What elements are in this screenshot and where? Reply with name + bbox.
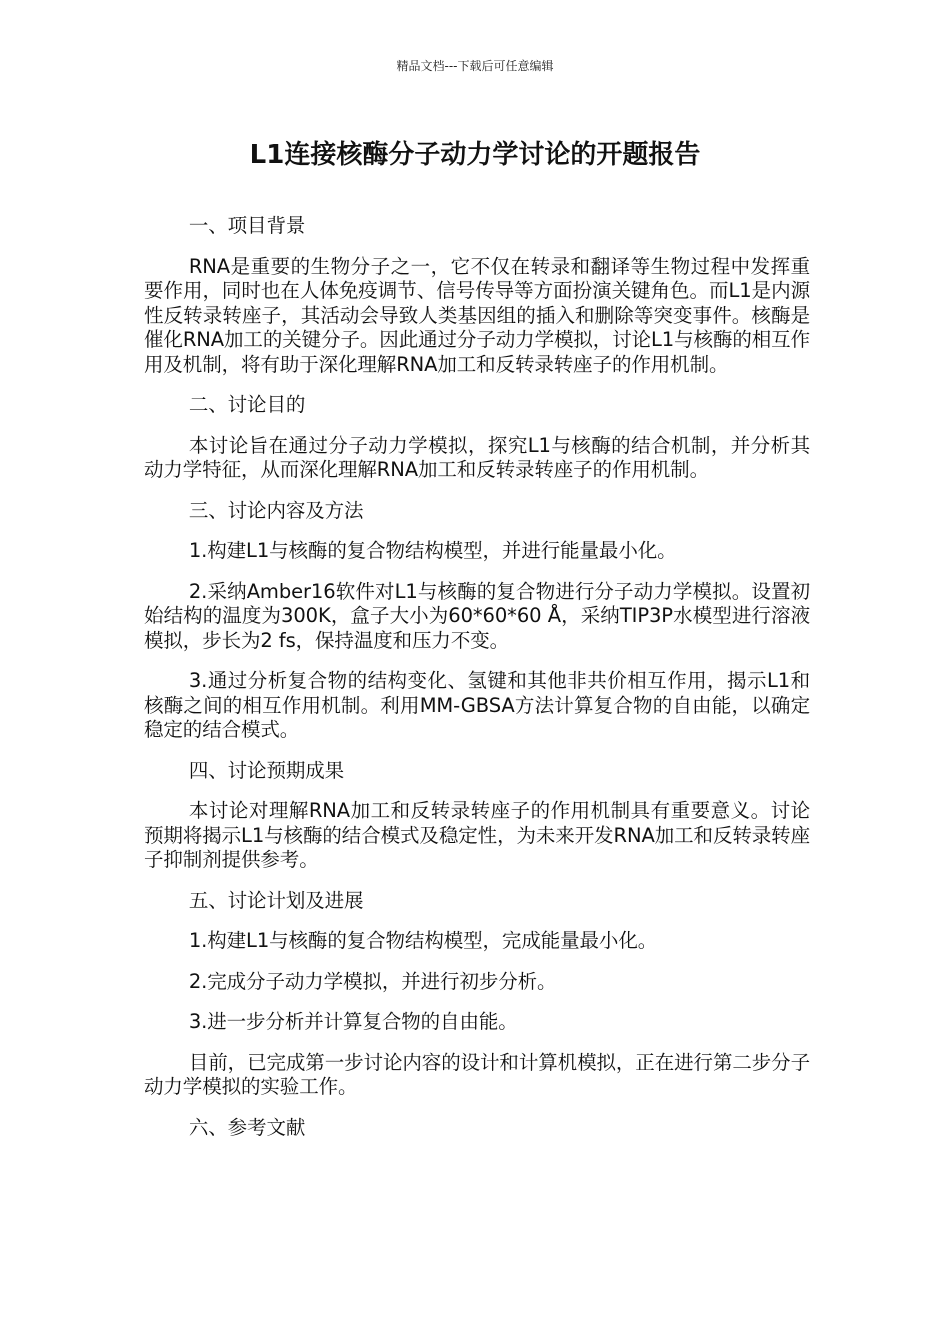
page-header-note: 精品文档---下载后可任意编辑 — [396, 59, 554, 73]
section-heading-methods: 三、讨论内容及方法 — [188, 498, 364, 522]
plan-item-1: 1.构建L1与核酶的复合物结构模型，完成能量最小化。 — [188, 929, 658, 952]
paragraph-background: RNA是重要的生物分子之一，它不仅在转录和翻译等生物过程中发挥重要作用，同时也在人体免疫调节、信号传导等方面扮演关键角色。而L1是内源性反转录转座子，其活动会导致人类基因组的插入和删除等突变事件。核酶是催化RNA加工的关键分子。因此通过分子动力学模拟，讨论L1与核酶的相互作用及机制，将有助于深化理解RNA加工和反转录转座子的作用机制。 — [144, 254, 810, 376]
section-heading-background: 一、项目背景 — [188, 214, 306, 237]
paragraph-progress: 目前，已完成第一步讨论内容的设计和计算机模拟，正在进行第二步分子动力学模拟的实验工作。 — [144, 1050, 810, 1098]
plan-item-3: 3.进一步分析并计算复合物的自由能。 — [188, 1010, 518, 1033]
section-heading-purpose: 二、讨论目的 — [188, 393, 306, 416]
paragraph-purpose: 本讨论旨在通过分子动力学模拟，探究L1与核酶的结合机制，并分析其动力学特征，从而深化理解RNA加工和反转录转座子的作用机制。 — [144, 433, 810, 481]
section-heading-plan: 五、讨论计划及进展 — [188, 888, 364, 912]
methods-item-2: 2.采纳Amber16软件对L1与核酶的复合物进行分子动力学模拟。设置初始结构的温度为300K，盒子大小为60*60*60 Å，采纳TIP3P水模型进行溶液模拟，步长为2 fs，保持温度和压力不变。 — [144, 579, 810, 652]
paragraph-expected-results: 本讨论对理解RNA加工和反转录转座子的作用机制具有重要意义。讨论预期将揭示L1与核酶的结合模式及稳定性，为未来开发RNA加工和反转录转座子抑制剂提供参考。 — [144, 799, 810, 871]
plan-item-2: 2.完成分子动力学模拟，并进行初步分析。 — [188, 969, 557, 993]
methods-item-1: 1.构建L1与核酶的复合物结构模型，并进行能量最小化。 — [188, 539, 677, 562]
section-heading-expected-results: 四、讨论预期成果 — [188, 758, 345, 782]
section-heading-references: 六、参考文献 — [188, 1115, 306, 1139]
document-title: L1连接核酶分子动力学讨论的开题报告 — [249, 140, 701, 170]
document-body — [144, 214, 810, 1140]
methods-item-3: 3.通过分析复合物的结构变化、氢键和其他非共价相互作用，揭示L1和核酶之间的相互作用机制。利用MM-GBSA方法计算复合物的自由能，以确定稳定的结合模式。 — [144, 669, 810, 741]
